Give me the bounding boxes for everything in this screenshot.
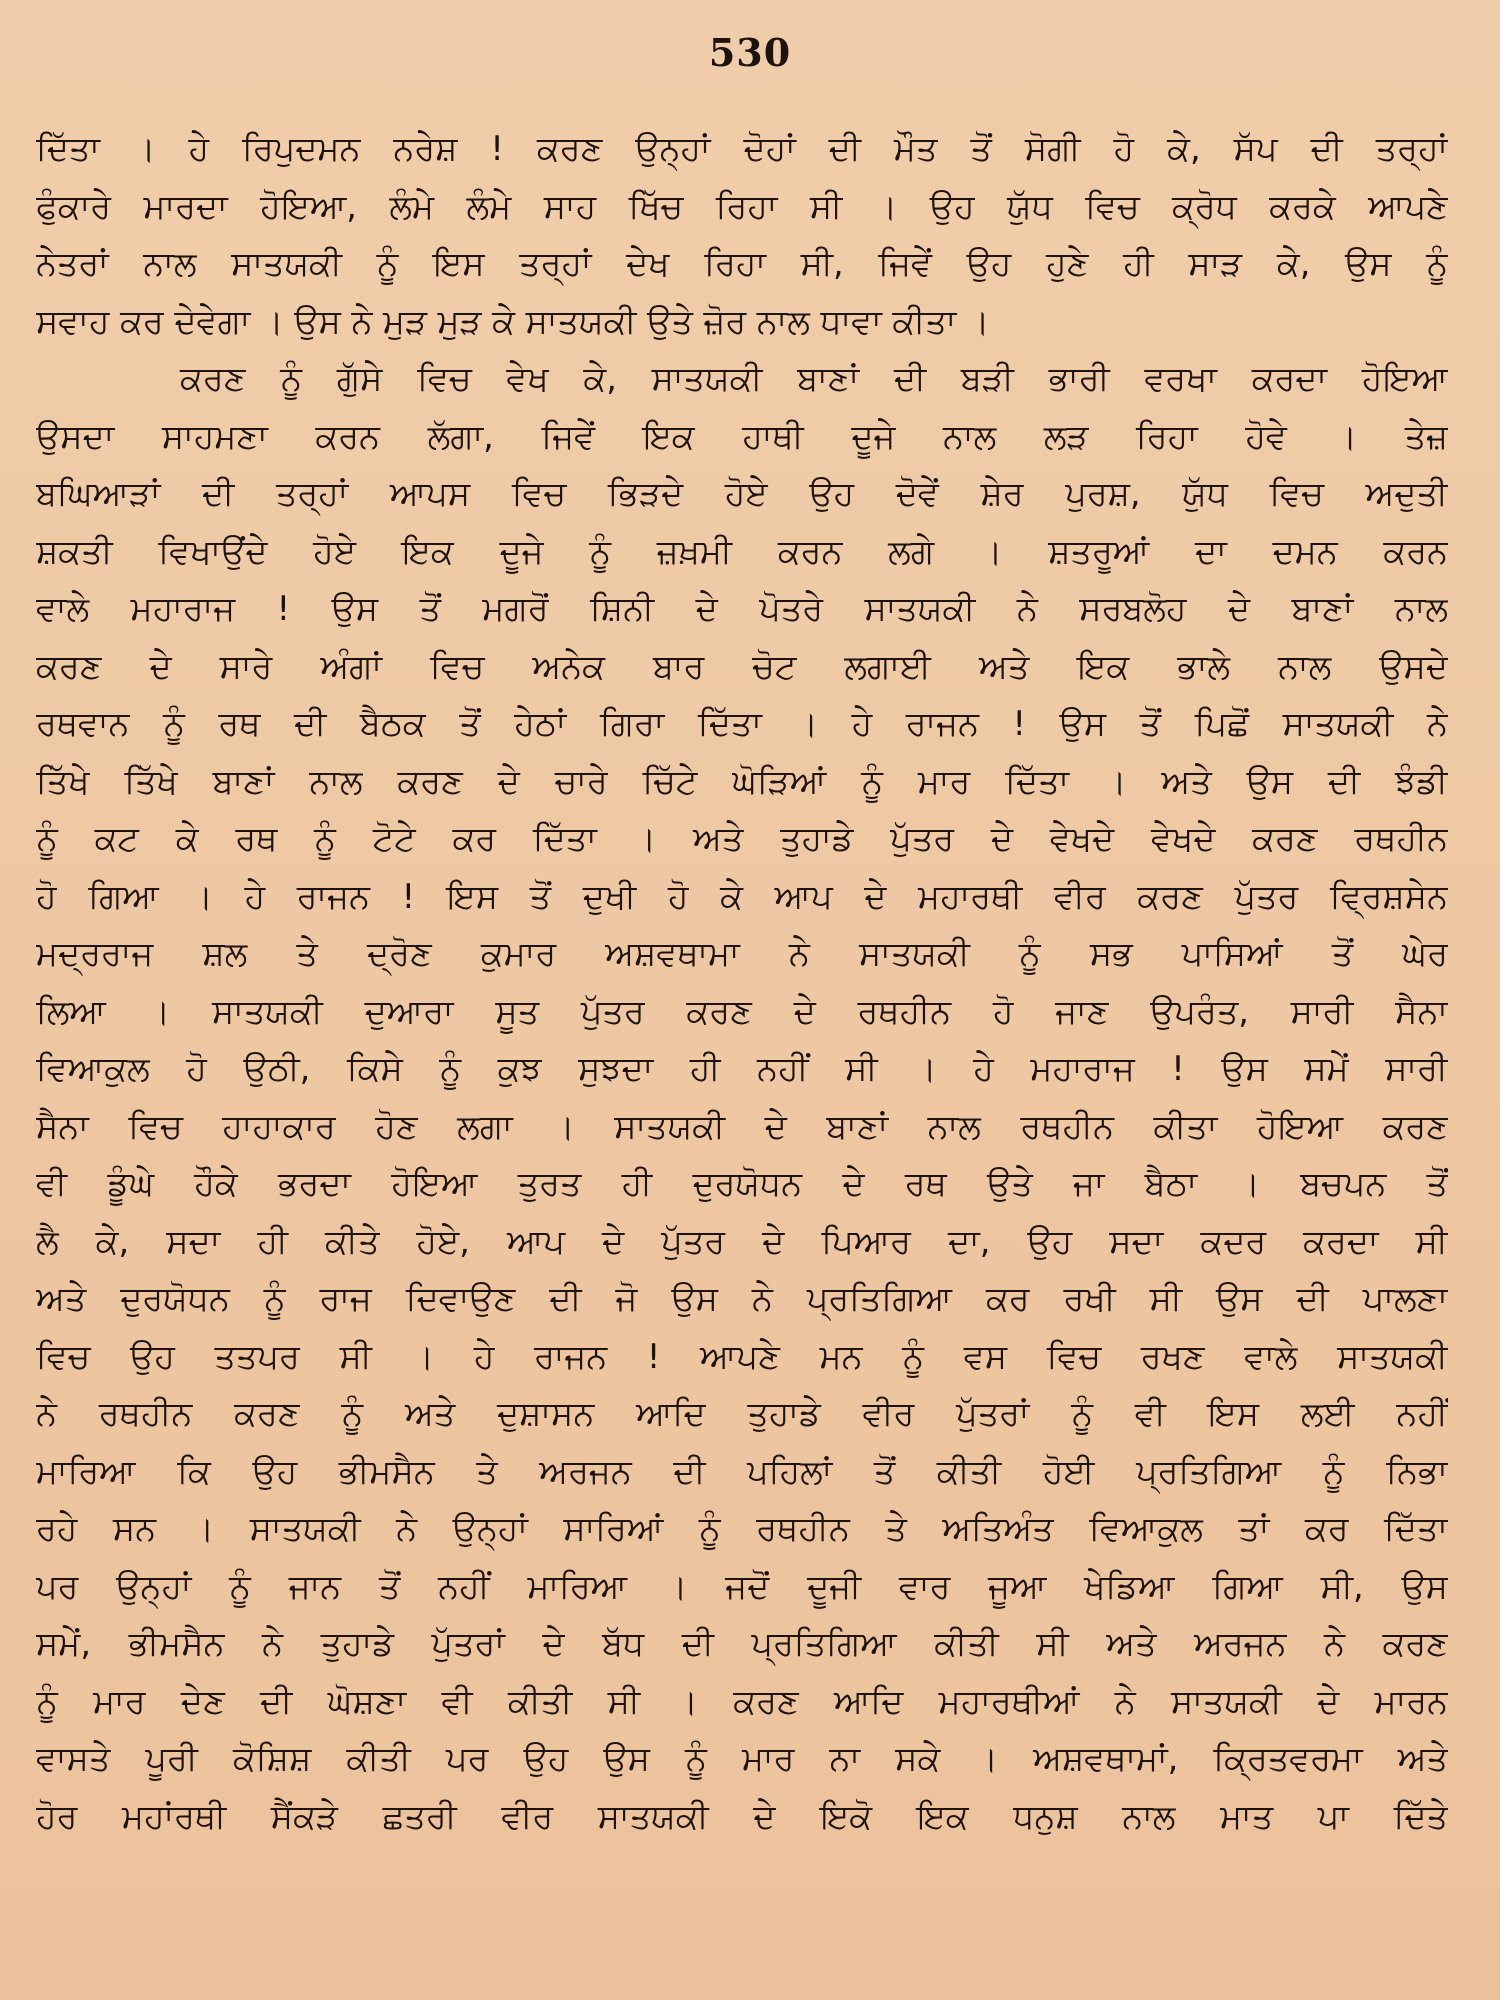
text-line: ਸੈਨਾ ਵਿਚ ਹਾਹਾਕਾਰ ਹੋਣ ਲਗਾ । ਸਾਤਯਕੀ ਦੇ ਬਾਣਾਂ ਨਾਲ ਰਥਹੀਨ ਕੀਤਾ ਹੋਇਆ ਕਰਣ	[36, 1106, 1448, 1146]
text-line: ਦਿੱਤਾ । ਹੇ ਰਿਪੁਦਮਨ ਨਰੇਸ਼ ! ਕਰਣ ਉਨ੍ਹਾਂ ਦੋਹਾਂ ਦੀ ਮੌਤ ਤੋਂ ਸੋਗੀ ਹੋ ਕੇ, ਸੱਪ ਦੀ ਤਰ੍ਹਾਂ	[36, 129, 1448, 168]
text-line: ਰਥਵਾਨ ਨੂੰ ਰਥ ਦੀ ਬੈਠਕ ਤੋਂ ਹੇਠਾਂ ਗਿਰਾ ਦਿੱਤਾ । ਹੇ ਰਾਜਨ ! ਉਸ ਤੋਂ ਪਿਛੋਂ ਸਾਤਯਕੀ ਨੇ	[36, 704, 1448, 743]
text-line: ਸਮੇਂ, ਭੀਮਸੈਨ ਨੇ ਤੁਹਾਡੇ ਪੁੱਤਰਾਂ ਦੇ ਬੱਧ ਦੀ ਪ੍ਰਤਿਗਿਆ ਕੀਤੀ ਸੀ ਅਤੇ ਅਰਜਨ ਨੇ ਕਰਣ	[36, 1624, 1448, 1663]
text-line: ਹੋਰ ਮਹਾਂਰਥੀ ਸੈਂਕੜੇ ਛਤਰੀ ਵੀਰ ਸਾਤਯਕੀ ਦੇ ਇਕੋ ਇਕ ਧਨੁਸ਼ ਨਾਲ ਮਾਤ ਪਾ ਦਿੱਤੇ	[36, 1796, 1448, 1836]
text-line: ਪਰ ਉਨ੍ਹਾਂ ਨੂੰ ਜਾਨ ਤੋਂ ਨਹੀਂ ਮਾਰਿਆ । ਜਦੋਂ ਦੂਜੀ ਵਾਰ ਜੂਆ ਖੇਡਿਆ ਗਿਆ ਸੀ, ਉਸ	[36, 1566, 1448, 1606]
body-text	[36, 120, 1448, 1903]
text-line: ਨੇ ਰਥਹੀਨ ਕਰਣ ਨੂੰ ਅਤੇ ਦੁਸ਼ਾਸਨ ਆਦਿ ਤੁਹਾਡੇ ਵੀਰ ਪੁੱਤਰਾਂ ਨੂੰ ਵੀ ਇਸ ਲਈ ਨਹੀਂ	[36, 1394, 1448, 1433]
text-line: ਵਿਚ ਉਹ ਤਤਪਰ ਸੀ । ਹੇ ਰਾਜਨ ! ਆਪਣੇ ਮਨ ਨੂੰ ਵਸ ਵਿਚ ਰਖਣ ਵਾਲੇ ਸਾਤਯਕੀ	[36, 1336, 1448, 1376]
text-line	[36, 1845, 1448, 1903]
text-line: ਨੂੰ ਕਟ ਕੇ ਰਥ ਨੂੰ ਟੋਟੇ ਕਰ ਦਿੱਤਾ । ਅਤੇ ਤੁਹਾਡੇ ਪੁੱਤਰ ਦੇ ਵੇਖਦੇ ਵੇਖਦੇ ਕਰਣ ਰਥਹੀਨ	[36, 819, 1448, 858]
page-number: 530	[708, 30, 792, 75]
text-line: ਸ਼ਕਤੀ ਵਿਖਾਉਂਦੇ ਹੋਏ ਇਕ ਦੂਜੇ ਨੂੰ ਜ਼ਖ਼ਮੀ ਕਰਨ ਲਗੇ । ਸ਼ਤਰੂਆਂ ਦਾ ਦਮਨ ਕਰਨ	[36, 531, 1448, 571]
text-line: ਤਿੱਖੇ ਤਿੱਖੇ ਬਾਣਾਂ ਨਾਲ ਕਰਣ ਦੇ ਚਾਰੇ ਚਿੱਟੇ ਘੋੜਿਆਂ ਨੂੰ ਮਾਰ ਦਿੱਤਾ । ਅਤੇ ਉਸ ਦੀ ਝੰਡੀ	[36, 761, 1448, 801]
text-line: ਨੇਤਰਾਂ ਨਾਲ ਸਾਤਯਕੀ ਨੂੰ ਇਸ ਤਰ੍ਹਾਂ ਦੇਖ ਰਿਹਾ ਸੀ, ਜਿਵੇਂ ਉਹ ਹੁਣੇ ਹੀ ਸਾੜ ਕੇ, ਉਸ ਨੂੰ	[36, 244, 1448, 283]
text-line: ਹੋ ਗਿਆ । ਹੇ ਰਾਜਨ ! ਇਸ ਤੋਂ ਦੁਖੀ ਹੋ ਕੇ ਆਪ ਦੇ ਮਹਾਰਥੀ ਵੀਰ ਕਰਣ ਪੁੱਤਰ ਵ੍ਰਿਸ਼ਸੇਨ	[36, 876, 1448, 916]
text-line: ਫੁੰਕਾਰੇ ਮਾਰਦਾ ਹੋਇਆ, ਲੰਮੇ ਲੰਮੇ ਸਾਹ ਖਿੱਚ ਰਿਹਾ ਸੀ । ਉਹ ਯੁੱਧ ਵਿਚ ਕ੍ਰੋਧ ਕਰਕੇ ਆਪਣੇ	[36, 186, 1448, 226]
text-line: ਵਿਆਕੁਲ ਹੋ ਉਠੀ, ਕਿਸੇ ਨੂੰ ਕੁਝ ਸੁਝਦਾ ਹੀ ਨਹੀਂ ਸੀ । ਹੇ ਮਹਾਰਾਜ ! ਉਸ ਸਮੇਂ ਸਾਰੀ	[36, 1049, 1448, 1088]
text-line: ਮਦ੍ਰਰਾਜ ਸ਼ਲ ਤੇ ਦ੍ਰੋਣ ਕੁਮਾਰ ਅਸ਼ਵਥਾਮਾ ਨੇ ਸਾਤਯਕੀ ਨੂੰ ਸਭ ਪਾਸਿਆਂ ਤੋਂ ਘੇਰ	[36, 934, 1448, 973]
text-line: ਵੀ ਡੂੰਘੇ ਹੌਕੇ ਭਰਦਾ ਹੋਇਆ ਤੁਰਤ ਹੀ ਦੁਰਯੋਧਨ ਦੇ ਰਥ ਉਤੇ ਜਾ ਬੈਠਾ । ਬਚਪਨ ਤੋਂ	[36, 1164, 1448, 1203]
text-line: ਬਘਿਆੜਾਂ ਦੀ ਤਰ੍ਹਾਂ ਆਪਸ ਵਿਚ ਭਿੜਦੇ ਹੋਏ ਉਹ ਦੋਵੇਂ ਸ਼ੇਰ ਪੁਰਸ਼, ਯੁੱਧ ਵਿਚ ਅਦੁਤੀ	[36, 474, 1448, 513]
text-line: ਵਾਸਤੇ ਪੂਰੀ ਕੋਸ਼ਿਸ਼ ਕੀਤੀ ਪਰ ਉਹ ਉਸ ਨੂੰ ਮਾਰ ਨਾ ਸਕੇ । ਅਸ਼ਵਥਾਮਾਂ, ਕ੍ਰਿਤਵਰਮਾ ਅਤੇ	[36, 1739, 1448, 1778]
text-line: ਕਰਣ ਦੇ ਸਾਰੇ ਅੰਗਾਂ ਵਿਚ ਅਨੇਕ ਬਾਰ ਚੋਟ ਲਗਾਈ ਅਤੇ ਇਕ ਭਾਲੇ ਨਾਲ ਉਸਦੇ	[36, 646, 1448, 686]
paragraph-end-line: ਸਵਾਹ ਕਰ ਦੇਵੇਗਾ । ਉਸ ਨੇ ਮੁੜ ਮੁੜ ਕੇ ਸਾਤਯਕੀ ਉਤੇ ਜ਼ੋਰ ਨਾਲ ਧਾਵਾ ਕੀਤਾ ।	[36, 301, 990, 341]
text-line: ਵਾਲੇ ਮਹਾਰਾਜ ! ਉਸ ਤੋਂ ਮਗਰੋਂ ਸ਼ਿਨੀ ਦੇ ਪੋਤਰੇ ਸਾਤਯਕੀ ਨੇ ਸਰਬਲੋਹ ਦੇ ਬਾਣਾਂ ਨਾਲ	[36, 589, 1448, 628]
paragraph-start-line: ਕਰਣ ਨੂੰ ਗੁੱਸੇ ਵਿਚ ਵੇਖ ਕੇ, ਸਾਤਯਕੀ ਬਾਣਾਂ ਦੀ ਬੜੀ ਭਾਰੀ ਵਰਖਾ ਕਰਦਾ ਹੋਇਆ	[180, 359, 1448, 398]
text-line: ਉਸਦਾ ਸਾਹਮਣਾ ਕਰਨ ਲੱਗਾ, ਜਿਵੇਂ ਇਕ ਹਾਥੀ ਦੂਜੇ ਨਾਲ ਲੜ ਰਿਹਾ ਹੋਵੇ । ਤੇਜ਼	[36, 416, 1448, 456]
text-line: ਮਾਰਿਆ ਕਿ ਉਹ ਭੀਮਸੈਨ ਤੇ ਅਰਜਨ ਦੀ ਪਹਿਲਾਂ ਤੋਂ ਕੀਤੀ ਹੋਈ ਪ੍ਰਤਿਗਿਆ ਨੂੰ ਨਿਭਾ	[36, 1451, 1448, 1491]
text-line: ਰਹੇ ਸਨ । ਸਾਤਯਕੀ ਨੇ ਉਨ੍ਹਾਂ ਸਾਰਿਆਂ ਨੂੰ ਰਥਹੀਨ ਤੇ ਅਤਿਅੰਤ ਵਿਆਕੁਲ ਤਾਂ ਕਰ ਦਿੱਤਾ	[36, 1509, 1448, 1548]
text-line: ਲੈ ਕੇ, ਸਦਾ ਹੀ ਕੀਤੇ ਹੋਏ, ਆਪ ਦੇ ਪੁੱਤਰ ਦੇ ਪਿਆਰ ਦਾ, ਉਹ ਸਦਾ ਕਦਰ ਕਰਦਾ ਸੀ	[36, 1221, 1448, 1261]
text-line: ਅਤੇ ਦੁਰਯੋਧਨ ਨੂੰ ਰਾਜ ਦਿਵਾਉਣ ਦੀ ਜੋ ਉਸ ਨੇ ਪ੍ਰਤਿਗਿਆ ਕਰ ਰਖੀ ਸੀ ਉਸ ਦੀ ਪਾਲਣਾ	[36, 1279, 1448, 1318]
text-line: ਨੂੰ ਮਾਰ ਦੇਣ ਦੀ ਘੋਸ਼ਣਾ ਵੀ ਕੀਤੀ ਸੀ । ਕਰਣ ਆਦਿ ਮਹਾਰਥੀਆਂ ਨੇ ਸਾਤਯਕੀ ਦੇ ਮਾਰਨ	[36, 1681, 1448, 1721]
text-line: ਲਿਆ । ਸਾਤਯਕੀ ਦੁਆਰਾ ਸੂਤ ਪੁੱਤਰ ਕਰਣ ਦੇ ਰਥਹੀਨ ਹੋ ਜਾਣ ਉਪਰੰਤ, ਸਾਰੀ ਸੈਨਾ	[36, 991, 1448, 1031]
